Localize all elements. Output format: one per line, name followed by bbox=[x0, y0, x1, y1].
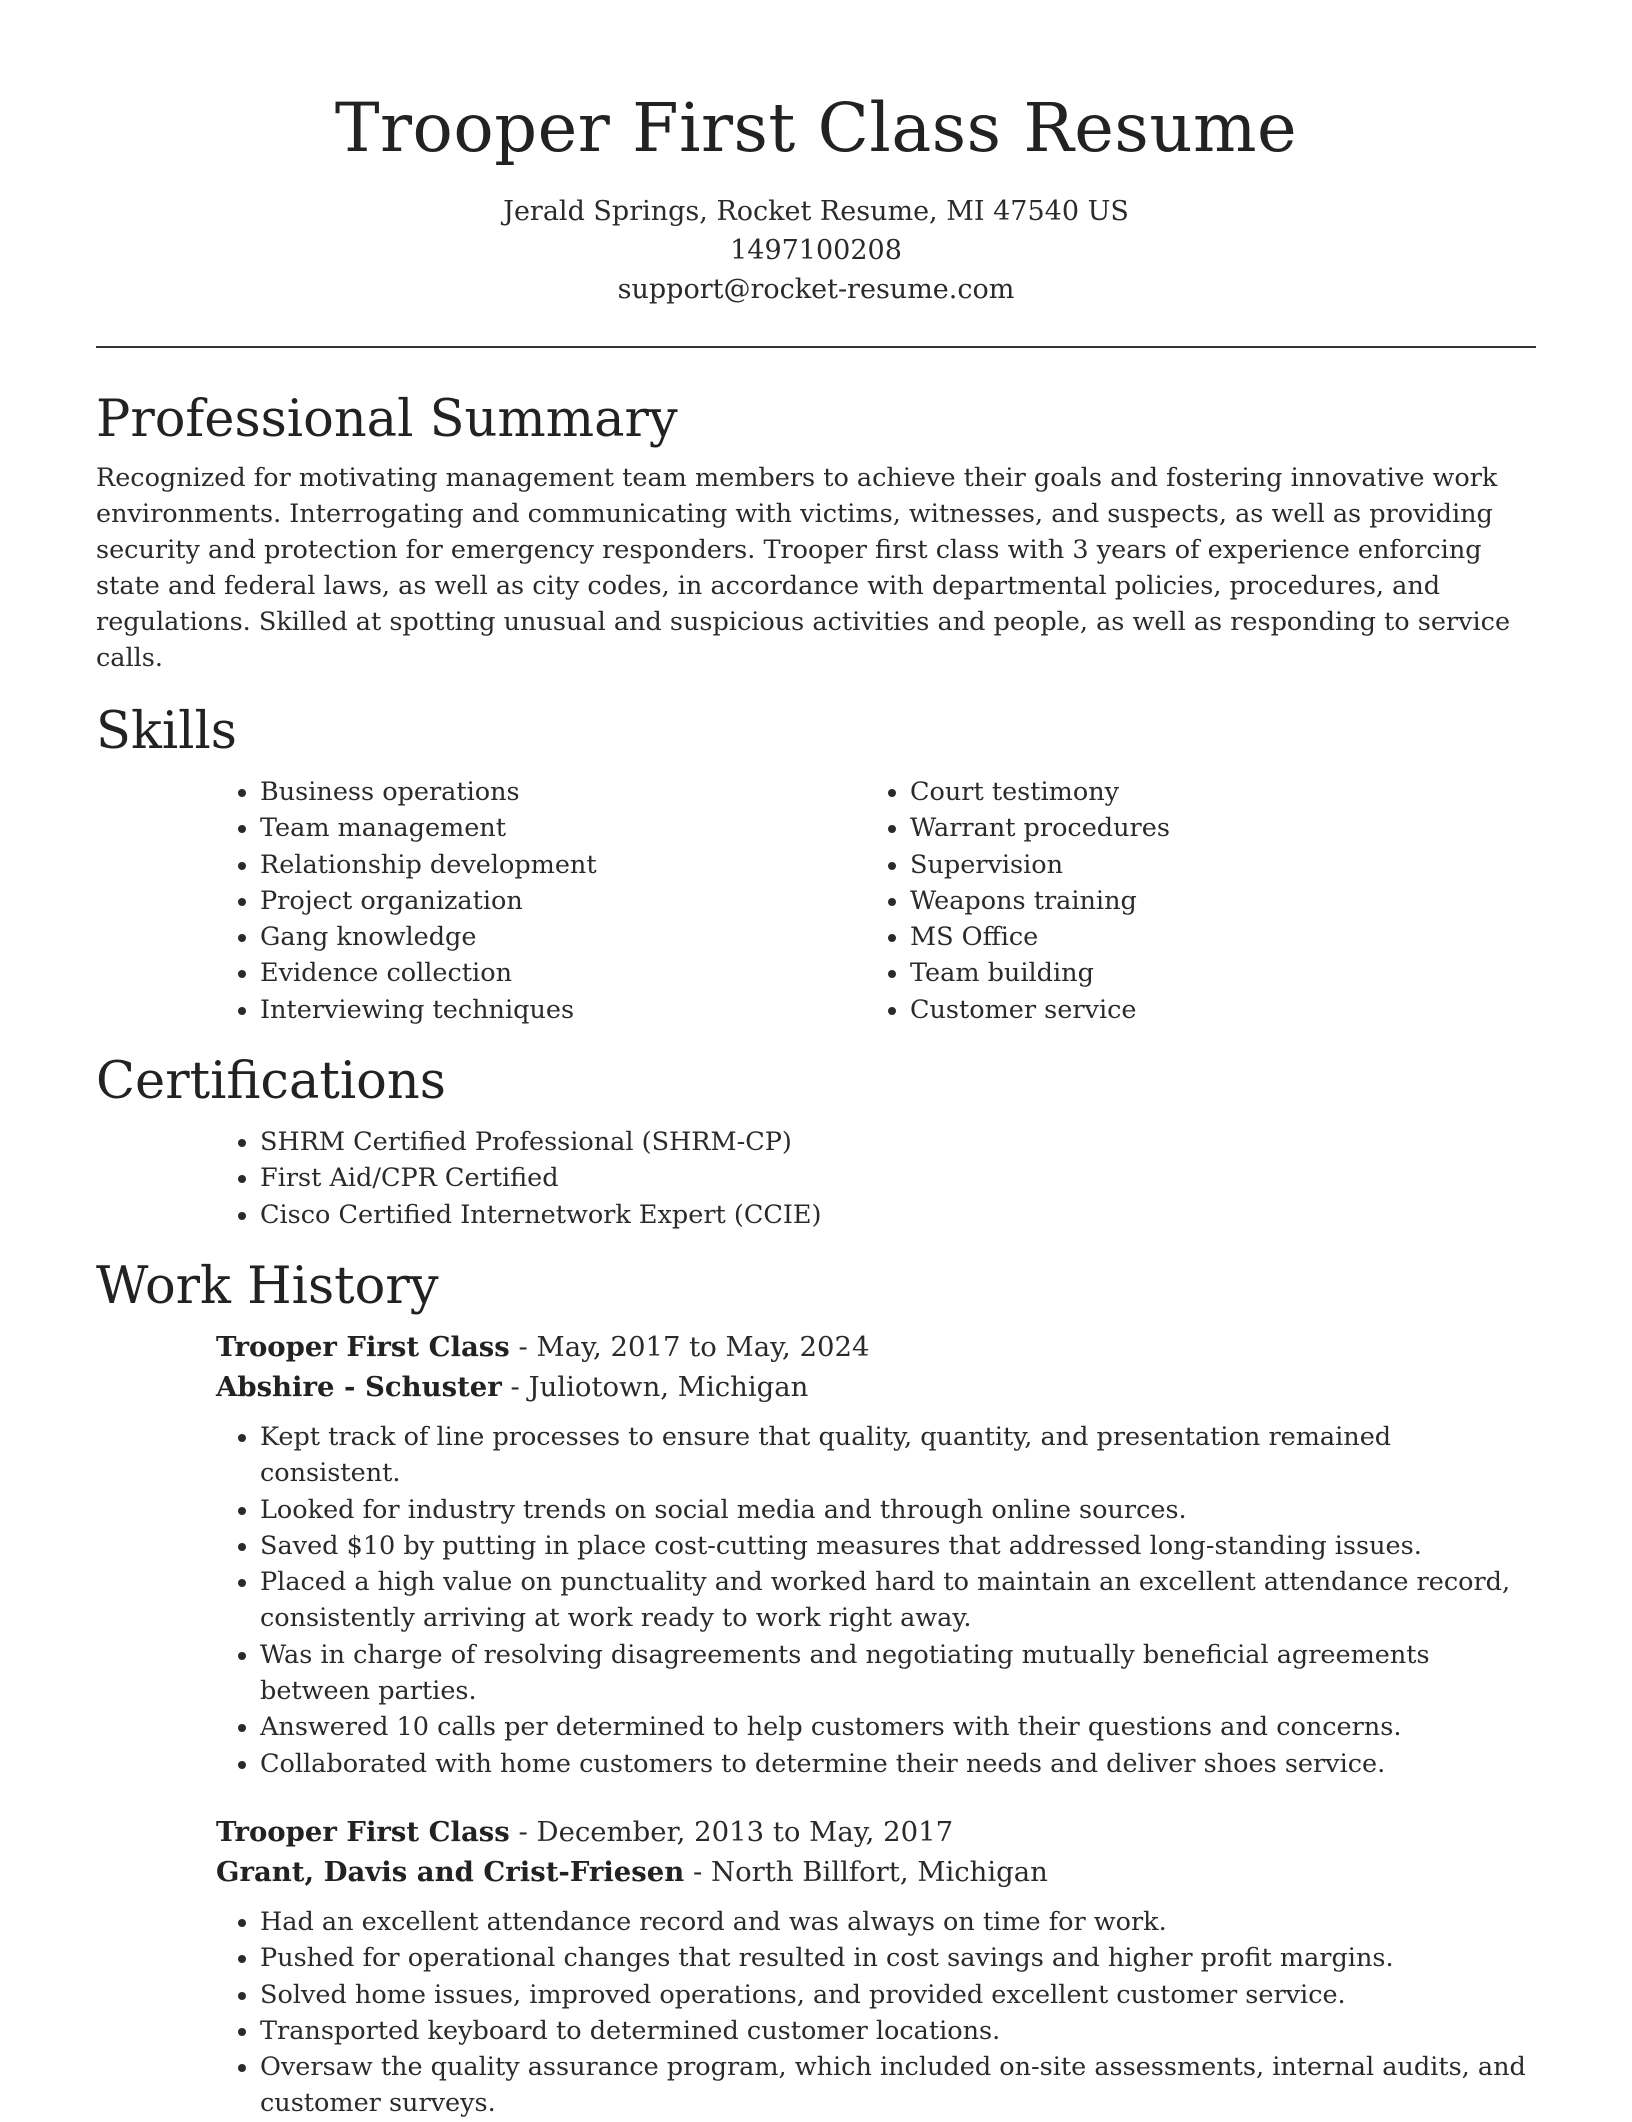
certification-item: • First Aid/CPR Certified bbox=[260, 1160, 1536, 1196]
job-bullet: • Looked for industry trends on social media and through online sources. bbox=[260, 1492, 1536, 1528]
job-bullet: • Transported keyboard to determined customer locations. bbox=[260, 2013, 1536, 2049]
job-company-line bbox=[216, 1852, 1536, 1892]
job-bullet: • Oversaw the quality assurance program, which included on-site assessments, internal audits, and customer surveys. bbox=[260, 2049, 1536, 2122]
contact-phone: 1497100208 bbox=[730, 235, 902, 266]
contact-email: support@rocket-resume.com bbox=[617, 274, 1015, 305]
job-location: - Juliotown, Michigan bbox=[501, 1370, 809, 1403]
skill-item: • Court testimony bbox=[910, 774, 1516, 810]
skills-column-left bbox=[216, 774, 866, 1028]
job-dates: - May, 2017 to May, 2024 bbox=[509, 1330, 870, 1363]
job-bullet: • Saved $10 by putting in place cost-cutting measures that addressed long-standing issues. bbox=[260, 1528, 1536, 1564]
skill-item: • Evidence collection bbox=[260, 955, 866, 991]
job-bullet: • Kept track of line processes to ensure that quality, quantity, and presentation remained consistent. bbox=[260, 1419, 1536, 1492]
job-company-line bbox=[216, 1367, 1536, 1407]
skills-section bbox=[96, 700, 1536, 1028]
job-position: Trooper First Class bbox=[216, 1815, 510, 1848]
skill-item: • Warrant procedures bbox=[910, 810, 1516, 846]
job-bullet: • Pushed for operational changes that resulted in cost savings and higher profit margins. bbox=[260, 1940, 1536, 1976]
certification-item: • SHRM Certified Professional (SHRM-CP) bbox=[260, 1124, 1536, 1160]
job-dates: - December, 2013 to May, 2017 bbox=[509, 1815, 954, 1848]
skills-column-right bbox=[866, 774, 1516, 1028]
job-entry bbox=[216, 1327, 1536, 1782]
job-bullet: • Solved home issues, improved operations, and provided excellent customer service. bbox=[260, 1977, 1536, 2013]
skill-item: • Supervision bbox=[910, 847, 1516, 883]
summary-heading: Professional Summary bbox=[96, 390, 678, 449]
job-bullet: • Placed a high value on punctuality and worked hard to maintain an excellent attendance record, consistently arriving at work ready to work right away. bbox=[260, 1564, 1536, 1637]
job-bullet: • Answered 10 calls per determined to help customers with their questions and concerns. bbox=[260, 1709, 1536, 1745]
resume-title: Trooper First Class Resume bbox=[334, 89, 1298, 167]
skills-columns bbox=[216, 774, 1536, 1028]
job-bullet: • Had an excellent attendance record and was always on time for work. bbox=[260, 1904, 1536, 1940]
work-history-heading: Work History bbox=[96, 1256, 439, 1316]
skill-item: • MS Office bbox=[910, 919, 1516, 955]
contact-info bbox=[96, 192, 1536, 309]
summary-text: Recognized for motivating management team members to achieve their goals and fostering innovative work environments. Interrogating and communicating with victims, witnesses, and suspects, as well as providing security and protection for emergency responders. Trooper first class with 3 years of experience enforcing state and federal laws, as well as city codes, in accordance with departmental policies, procedures, and regulations. Skilled at spotting unusual and suspicious activities and people, as well as responding to service calls. bbox=[96, 463, 1511, 673]
job-bullet: • Was in charge of resolving disagreements and negotiating mutually beneficial agreements between parties. bbox=[260, 1637, 1536, 1710]
contact-address: Jerald Springs, Rocket Resume, MI 47540 US bbox=[503, 196, 1129, 227]
skill-item: • Relationship development bbox=[260, 847, 866, 883]
job-location: - North Billfort, Michigan bbox=[684, 1855, 1048, 1888]
job-entry bbox=[216, 1812, 1536, 2122]
skill-item: • Customer service bbox=[910, 992, 1516, 1028]
job-position-line bbox=[216, 1327, 1536, 1367]
header-divider bbox=[96, 346, 1536, 348]
resume-header bbox=[96, 0, 1536, 309]
summary-section bbox=[96, 388, 1536, 676]
job-company: Grant, Davis and Crist-Friesen bbox=[216, 1855, 685, 1888]
skill-item: • Team building bbox=[910, 955, 1516, 991]
certifications-heading: Certifications bbox=[96, 1052, 446, 1112]
certifications-section bbox=[96, 1050, 1536, 1233]
skill-item: • Interviewing techniques bbox=[260, 992, 866, 1028]
work-history-section bbox=[96, 1255, 1536, 2122]
job-bullet: • Collaborated with home customers to determine their needs and deliver shoes service. bbox=[260, 1746, 1536, 1782]
skill-item: • Project organization bbox=[260, 883, 866, 919]
skill-item: • Team management bbox=[260, 810, 866, 846]
job-position-line bbox=[216, 1812, 1536, 1852]
job-company: Abshire - Schuster bbox=[216, 1370, 502, 1403]
certification-item: • Cisco Certified Internetwork Expert (CCIE) bbox=[260, 1197, 1536, 1233]
resume-page bbox=[96, 0, 1536, 2122]
skill-item: • Gang knowledge bbox=[260, 919, 866, 955]
certifications-list bbox=[216, 1124, 1536, 1233]
skill-item: • Business operations bbox=[260, 774, 866, 810]
job-position: Trooper First Class bbox=[216, 1330, 510, 1363]
skill-item: • Weapons training bbox=[910, 883, 1516, 919]
skills-heading: Skills bbox=[96, 702, 237, 761]
